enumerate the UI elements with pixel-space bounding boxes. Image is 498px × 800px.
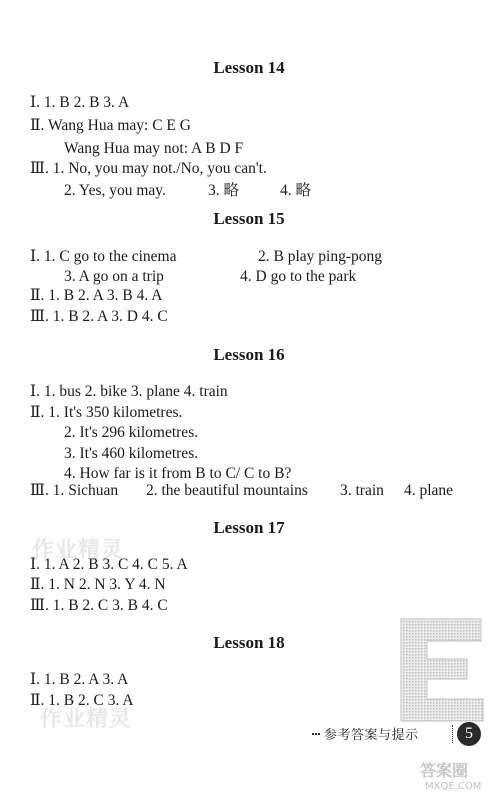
l15-item1: Ⅰ. 1. C go to the cinema <box>30 248 177 265</box>
l14-q4: 4. 略 <box>280 182 312 199</box>
l17-part1: Ⅰ. 1. A 2. B 3. C 4. C 5. A <box>30 556 188 573</box>
l16-p3-item2: 2. the beautiful mountains <box>146 482 308 499</box>
l14-part3-q1: Ⅲ. 1. No, you may not./No, you can't. <box>30 160 267 177</box>
l16-p3-item3: 3. train <box>340 482 384 499</box>
l15-part2: Ⅱ. 1. B 2. A 3. B 4. A <box>30 287 163 304</box>
l16-part2-q4: 4. How far is it from B to C/ C to B? <box>64 465 292 482</box>
l18-part2: Ⅱ. 1. B 2. C 3. A <box>30 692 134 709</box>
decorative-e-icon <box>397 615 487 725</box>
site-logo-sub: MXQE.COM <box>425 781 482 792</box>
page-number: 5 <box>457 722 481 746</box>
l18-part1: Ⅰ. 1. B 2. A 3. A <box>30 671 129 688</box>
lesson-17-title: Lesson 17 <box>213 518 285 537</box>
l14-q3: 3. 略 <box>208 182 240 199</box>
l16-part2-q1: Ⅱ. 1. It's 350 kilometres. <box>30 404 183 421</box>
footer-label: 参考答案与提示 <box>324 728 419 743</box>
l15-part3: Ⅲ. 1. B 2. A 3. D 4. C <box>30 308 168 325</box>
l16-p3-item4: 4. plane <box>404 482 454 499</box>
lesson-18-title: Lesson 18 <box>213 633 285 652</box>
footer-separator <box>452 725 454 743</box>
lesson-16-title: Lesson 16 <box>213 345 285 364</box>
l14-part2-maynot: Wang Hua may not: A B D F <box>64 140 244 157</box>
l14-part1: Ⅰ. 1. B 2. B 3. A <box>30 94 130 111</box>
watermark-text-1: 作业精灵 <box>32 538 125 563</box>
l16-part1: Ⅰ. 1. bus 2. bike 3. plane 4. train <box>30 383 228 400</box>
l15-item3: 3. A go on a trip <box>64 268 164 285</box>
l15-item4: 4. D go to the park <box>240 268 357 285</box>
l15-item2: 2. B play ping-pong <box>258 248 382 265</box>
l14-part2-may: Ⅱ. Wang Hua may: C E G <box>30 117 191 134</box>
lesson-15-title: Lesson 15 <box>213 209 285 228</box>
l16-p3-item1: Ⅲ. 1. Sichuan <box>30 482 119 499</box>
l14-q2: 2. Yes, you may. <box>64 182 166 199</box>
l17-part3: Ⅲ. 1. B 2. C 3. B 4. C <box>30 597 168 614</box>
lesson-14-title: Lesson 14 <box>213 58 285 77</box>
watermark-text-2: 作业精灵 <box>40 707 133 732</box>
l17-part2: Ⅱ. 1. N 2. N 3. Y 4. N <box>30 576 166 593</box>
l16-part2-q2: 2. It's 296 kilometres. <box>64 424 199 441</box>
site-logo: 答案圈 <box>420 761 469 780</box>
footer-dots <box>312 733 320 735</box>
page-footer <box>312 722 480 746</box>
l16-part2-q3: 3. It's 460 kilometres. <box>64 445 199 462</box>
